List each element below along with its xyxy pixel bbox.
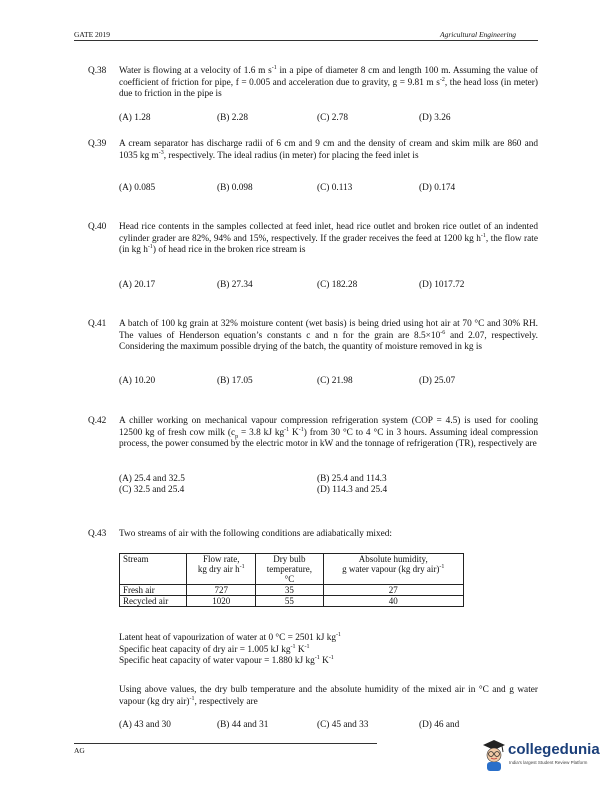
option-c[interactable]: (C) 2.78 bbox=[317, 113, 348, 123]
logo-tagline: India's largest Student Review Platform bbox=[509, 760, 588, 765]
footer-code: AG bbox=[74, 746, 85, 755]
table-cell: 1020 bbox=[187, 596, 256, 607]
question-number: Q.43 bbox=[88, 529, 107, 539]
question-text: Head rice contents in the samples collected at feed inlet, head rice outlet and broken rice outlet of an indented cylinder grader are 82%, 94% and 15%, respectively. If the grader receives the feed at 1200 kg $h^{-1}$, the flow rate (in kg $h^{-1}$) of head rice in the broken rice stream is bbox=[119, 222, 538, 255]
table-header: Stream bbox=[120, 554, 187, 585]
question-number: Q.38 bbox=[88, 66, 107, 76]
option-c[interactable]: (C) 0.113 bbox=[317, 183, 353, 193]
table-header: Dry bulb temperature, °C bbox=[256, 554, 323, 585]
table-header: Absolute humidity, g water vapour (kg dry air)$^{-1}$ bbox=[323, 554, 464, 585]
question-number: Q.39 bbox=[88, 139, 107, 149]
collegedunia-logo bbox=[482, 739, 600, 775]
table-cell: Fresh air bbox=[120, 585, 187, 596]
table-cell: 55 bbox=[256, 596, 323, 607]
given-line: Latent heat of vapourization of water at 0 °C = 2501 kJ $kg^{-1}$ bbox=[119, 631, 342, 643]
given-line: Specific heat capacity of water vapour = 1.880 kJ $kg^{-1}$ $K^{-1}$ bbox=[119, 654, 334, 666]
table-cell: 40 bbox=[323, 596, 464, 607]
exam-label: GATE 2019 bbox=[74, 30, 111, 39]
question-43-prompt: Using above values, the dry bulb temperature and the absolute humidity of the mixed air in °C and g water vapour (kg dry air)$^{-1}$, respectively are bbox=[119, 685, 538, 707]
table-header-row bbox=[120, 554, 464, 585]
option-b[interactable]: (B) 0.098 bbox=[217, 183, 253, 193]
question-number: Q.41 bbox=[88, 319, 107, 329]
option-d[interactable]: (D) 114.3 and 25.4 bbox=[317, 485, 388, 495]
header-rule bbox=[74, 40, 538, 41]
page-header bbox=[0, 0, 612, 40]
question-number: Q.42 bbox=[88, 416, 107, 426]
option-c[interactable]: (C) 182.28 bbox=[317, 280, 358, 290]
question-text: A cream separator has discharge radii of 6 cm and 9 cm and the density of cream and skim milk are 860 and 1035 kg $m^{-3}$, respectively. The ideal radius (in meter) for placing the feed inlet is bbox=[119, 139, 538, 161]
option-d[interactable]: (D) 1017.72 bbox=[419, 280, 465, 290]
option-c[interactable]: (C) 32.5 and 25.4 bbox=[119, 485, 185, 495]
option-b[interactable]: (B) 2.28 bbox=[217, 113, 248, 123]
option-d[interactable]: (D) 0.174 bbox=[419, 183, 456, 193]
question-text: Water is flowing at a velocity of 1.6 m $s^{-1}$ in a pipe of diameter 8 cm and length 100 m. Assuming the value of coefficient of friction for pipe, f = 0.005 and acceleration due to gravity, g = 9.81 m $s^{-2}$, the head loss (in meter) due to friction in the pipe is bbox=[119, 64, 539, 99]
table-cell: 727 bbox=[187, 585, 256, 596]
option-d[interactable]: (D) 3.26 bbox=[419, 113, 451, 123]
question-text: Two streams of air with the following conditions are adiabatically mixed: bbox=[119, 529, 393, 539]
subject-label: Agricultural Engineering bbox=[440, 30, 517, 39]
option-a[interactable]: (A) 20.17 bbox=[119, 280, 156, 290]
option-d[interactable]: (D) 25.07 bbox=[419, 376, 456, 386]
given-line: Specific heat capacity of dry air = 1.005 kJ $kg^{-1}$ $K^{-1}$ bbox=[119, 643, 310, 655]
table-row bbox=[120, 585, 464, 596]
option-a[interactable]: (A) 1.28 bbox=[119, 113, 151, 123]
option-b[interactable]: (B) 25.4 and 114.3 bbox=[317, 474, 387, 484]
option-a[interactable]: (A) 10.20 bbox=[119, 376, 156, 386]
option-d[interactable]: (D) 46 and bbox=[419, 720, 460, 730]
given-values bbox=[119, 633, 341, 668]
table-header: Flow rate, kg dry air $h^{-1}$ bbox=[187, 554, 256, 585]
logo-brand: collegedunia bbox=[508, 741, 600, 758]
question-text: A chiller working on mechanical vapour compression refrigeration system (COP = 4.5) is used for cooling 12500 kg of fresh cow milk ($c_p = 3.8$ kJ $kg^{-1}$ $K^{-1}$) from 30 °C to 4 °C in 3 hours. Assuming ideal compression process, the power consumed by the electric motor in kW and the tonnage of refrigeration (TR), respectively are bbox=[119, 416, 538, 449]
option-b[interactable]: (B) 27.34 bbox=[217, 280, 253, 290]
table-cell: Recycled air bbox=[120, 596, 187, 607]
option-b[interactable]: (B) 44 and 31 bbox=[217, 720, 269, 730]
option-c[interactable]: (C) 45 and 33 bbox=[317, 720, 369, 730]
air-streams-table bbox=[119, 553, 464, 607]
table-row bbox=[120, 596, 464, 607]
table-cell: 27 bbox=[323, 585, 464, 596]
table-cell: 35 bbox=[256, 585, 323, 596]
option-a[interactable]: (A) 0.085 bbox=[119, 183, 156, 193]
option-a[interactable]: (A) 25.4 and 32.5 bbox=[119, 474, 185, 484]
question-number: Q.40 bbox=[88, 222, 107, 232]
question-text: A batch of 100 kg grain at 32% moisture content (wet basis) is being dried using hot air at 70 °C and 30% RH. The values of Henderson equation’s constants c and n for the grain are $8.5\times 10^{-6}$ and 2.07, respectively. Considering the maximum possible drying of the batch, the quantity of moisture removed in kg is bbox=[119, 319, 539, 352]
mascot-icon bbox=[482, 739, 506, 771]
option-b[interactable]: (B) 17.05 bbox=[217, 376, 253, 386]
option-c[interactable]: (C) 21.98 bbox=[317, 376, 353, 386]
footer-rule bbox=[74, 743, 377, 744]
option-a[interactable]: (A) 43 and 30 bbox=[119, 720, 171, 730]
